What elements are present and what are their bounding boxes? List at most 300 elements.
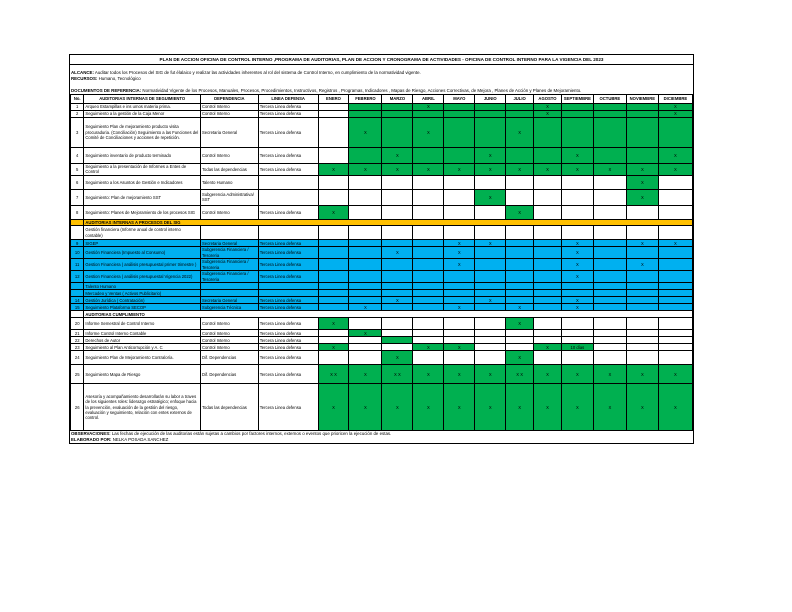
docs-line: DOCUMENTOS DE REFERENCIA: Normatividad Vigente de los Procesos, Manuales, Procesos, Procedimientos, Instructivos, Registros , Programas, Indicadores , Mapas de Riesgo, Acciones Correctivas, de Mejora , Planes de Acción y Planes de Mejoramiento. [71, 87, 582, 93]
table-row [71, 290, 693, 297]
month-cell [349, 205, 382, 219]
month-cell [349, 351, 382, 365]
dependencia: Subgerencia Financiera / Tesoreria [200, 247, 258, 259]
month-cell [561, 330, 593, 337]
month-cell [534, 259, 562, 271]
month-cell [413, 337, 444, 344]
header-num: No. [71, 94, 84, 103]
month-cell [658, 290, 692, 297]
month-cell: X [626, 365, 658, 384]
audit-name: Seguimiento inventario de producto terminado [84, 147, 201, 163]
row-number: 9 [71, 240, 84, 247]
month-cell [318, 103, 349, 110]
month-cell [561, 318, 593, 330]
row-number: 26 [71, 384, 84, 431]
month-cell [658, 351, 692, 365]
month-cell [593, 103, 626, 110]
audit-name: Informe Semestral de Control Interno [84, 318, 201, 330]
month-cell [475, 271, 506, 283]
month-cell [413, 175, 444, 189]
month-cell [382, 318, 413, 330]
month-cell [444, 290, 475, 297]
month-cell [658, 247, 692, 259]
month-cell: X [506, 318, 534, 330]
dependencia: Subgerencia Administrativa/ SST [200, 189, 258, 205]
dependencia: Control Interno [200, 330, 258, 337]
linea-defensa: Tercera Linea defensa [258, 365, 318, 384]
linea-defensa: Tercera Linea defensa [258, 304, 318, 311]
month-cell: X [382, 351, 413, 365]
month-cell [382, 283, 413, 290]
section-header-row [71, 311, 693, 318]
month-cell [534, 337, 562, 344]
audit-name: SIGEP [84, 240, 201, 247]
month-cell [534, 189, 562, 205]
month-cell: X [318, 318, 349, 330]
dependencia [200, 226, 258, 240]
dependencia: Control Interno [200, 318, 258, 330]
month-cell [593, 304, 626, 311]
month-cell: X X [318, 365, 349, 384]
month-cell: X [413, 365, 444, 384]
month-cell [475, 259, 506, 271]
month-cell: X [349, 117, 382, 147]
linea-defensa [258, 226, 318, 240]
dependencia: Control Interno [200, 205, 258, 219]
month-cell: X [561, 365, 593, 384]
page-title: PLAN DE ACCION OFICINA DE CONTROL INTERNO ,PROGRAMA DE AUDITORIAS, PLAN DE ACCION Y CRONOGRAMA DE ACTIVIDADES - OFICINA DE CONTROL INTERNO PARA LA VIGENCIA DEL 2023 [70, 55, 693, 65]
month-cell [382, 103, 413, 110]
row-number [71, 290, 84, 297]
month-cell: X [349, 304, 382, 311]
month-cell [626, 290, 658, 297]
month-cell [444, 271, 475, 283]
table-row [71, 271, 693, 283]
month-cell: X [626, 259, 658, 271]
month-cell [318, 283, 349, 290]
month-cell [444, 175, 475, 189]
month-cell [444, 103, 475, 110]
month-cell: X [475, 147, 506, 163]
linea-defensa: Tercera Linea defensa [258, 344, 318, 351]
linea-defensa: Tercera Linea defensa [258, 103, 318, 110]
month-cell [506, 189, 534, 205]
header-month: AGOSTO [534, 94, 562, 103]
row-number: 2 [71, 110, 84, 117]
month-cell [626, 271, 658, 283]
month-cell [413, 297, 444, 304]
month-cell [349, 189, 382, 205]
month-cell [444, 110, 475, 117]
month-cell: X [444, 365, 475, 384]
alcance-text: Auditar todos los Procesos del SIG de fut élalaico y realizar las actividades inherentes al rol del sistema de Control Interno, en cumplimiento de la normatividad vigente. [94, 70, 421, 75]
linea-defensa: Tercera Linea defensa [258, 384, 318, 431]
month-cell [593, 110, 626, 117]
month-cell: X [561, 247, 593, 259]
header-month: OCTUBRE [593, 94, 626, 103]
month-cell [475, 226, 506, 240]
month-cell [506, 110, 534, 117]
table-row [71, 110, 693, 117]
month-cell [534, 226, 562, 240]
month-cell [534, 297, 562, 304]
month-cell [444, 351, 475, 365]
month-cell: X [475, 297, 506, 304]
month-cell: X [413, 103, 444, 110]
month-cell [349, 147, 382, 163]
month-cell [561, 189, 593, 205]
month-cell [658, 283, 692, 290]
month-cell: X [506, 117, 534, 147]
month-cell [534, 283, 562, 290]
month-cell [534, 351, 562, 365]
month-cell [506, 271, 534, 283]
month-cell [593, 247, 626, 259]
dependencia: Todas las dependencias [200, 384, 258, 431]
month-cell [382, 330, 413, 337]
row-number: 8 [71, 205, 84, 219]
row-number: 25 [71, 365, 84, 384]
month-cell: X [382, 297, 413, 304]
month-cell: X [444, 304, 475, 311]
month-cell [593, 344, 626, 351]
linea-defensa: Tercera Linea defensa [258, 110, 318, 117]
linea-defensa [258, 283, 318, 290]
month-cell [593, 117, 626, 147]
table-row [71, 117, 693, 147]
month-cell [318, 290, 349, 297]
table-row [71, 365, 693, 384]
month-cell [626, 318, 658, 330]
month-cell [506, 290, 534, 297]
dependencia: Subgerencia Financiera / Tesoreria [200, 259, 258, 271]
linea-defensa: Tercera Linea defensa [258, 318, 318, 330]
month-cell [658, 337, 692, 344]
header-month: SEPTIEMBRE [561, 94, 593, 103]
month-cell [318, 271, 349, 283]
month-cell [349, 290, 382, 297]
row-number: 11 [71, 259, 84, 271]
month-cell [318, 247, 349, 259]
month-cell: X [506, 351, 534, 365]
linea-defensa: Tercera Linea defensa [258, 147, 318, 163]
month-cell [444, 318, 475, 330]
month-cell [593, 283, 626, 290]
month-cell [593, 337, 626, 344]
dependencia: Secretaria General [200, 117, 258, 147]
header-month: NOVIEMBRE [626, 94, 658, 103]
month-cell [475, 175, 506, 189]
month-cell [444, 189, 475, 205]
month-cell [626, 283, 658, 290]
dependencia [200, 283, 258, 290]
dependencia: Subgerencia Financiera / Tesoreria [200, 271, 258, 283]
section-label: AUDITORIAS INTERNAS A PROCESOS DEL SIG [84, 219, 693, 225]
month-cell [382, 344, 413, 351]
month-cell: X [413, 344, 444, 351]
month-cell: X [475, 163, 506, 175]
month-cell [318, 110, 349, 117]
row-number: 7 [71, 189, 84, 205]
month-cell [626, 147, 658, 163]
month-cell: X [318, 344, 349, 351]
audit-name: Seguimiento: Plan de mejoramiento SST [84, 189, 201, 205]
month-cell [349, 247, 382, 259]
table-row [71, 240, 693, 247]
month-cell: X [349, 384, 382, 431]
month-cell [413, 318, 444, 330]
linea-defensa: Tercera Linea defensa [258, 297, 318, 304]
month-cell [561, 205, 593, 219]
header-dep: DEPENDENCIA [200, 94, 258, 103]
month-cell [658, 205, 692, 219]
month-cell [593, 147, 626, 163]
linea-defensa: Tercera Linea defensa [258, 163, 318, 175]
month-cell [318, 304, 349, 311]
month-cell [626, 110, 658, 117]
month-cell [506, 175, 534, 189]
month-cell [318, 175, 349, 189]
month-cell [506, 344, 534, 351]
month-cell [413, 283, 444, 290]
dependencia: Dif. Dependencias [200, 351, 258, 365]
month-cell [658, 226, 692, 240]
month-cell: X [382, 147, 413, 163]
month-cell: X [561, 147, 593, 163]
month-cell: X [534, 344, 562, 351]
table-row [71, 297, 693, 304]
month-cell: X [626, 384, 658, 431]
month-cell: X [506, 304, 534, 311]
month-cell: X [382, 384, 413, 431]
month-cell: X [318, 205, 349, 219]
month-cell [534, 147, 562, 163]
row-number: 1 [71, 103, 84, 110]
row-number: 21 [71, 330, 84, 337]
month-cell [593, 175, 626, 189]
table-row [71, 351, 693, 365]
audit-name: Arqueo Estampillas e ins umos materia prima. [84, 103, 201, 110]
table-row [71, 304, 693, 311]
month-cell [475, 344, 506, 351]
month-cell [593, 226, 626, 240]
dependencia: Control Interno [200, 110, 258, 117]
month-cell [506, 103, 534, 110]
month-cell [475, 351, 506, 365]
month-cell [534, 304, 562, 311]
month-cell: X [561, 297, 593, 304]
month-cell [593, 205, 626, 219]
month-cell [658, 304, 692, 311]
table-row [71, 259, 693, 271]
month-cell [475, 337, 506, 344]
month-cell: X [561, 259, 593, 271]
month-cell [382, 290, 413, 297]
observaciones-text: Las fechas de ejecución de las auditorias están sujetas a cambios por factores internos, externos o eventos que prioricen la ejecución de estas. [111, 431, 392, 437]
month-cell: X [506, 163, 534, 175]
month-cell [349, 259, 382, 271]
month-cell [349, 110, 382, 117]
month-cell [475, 103, 506, 110]
row-number: 5 [71, 163, 84, 175]
row-number: 3 [71, 117, 84, 147]
month-cell [475, 330, 506, 337]
month-cell [475, 110, 506, 117]
month-cell [658, 344, 692, 351]
month-cell: X [382, 247, 413, 259]
audit-name: Informe Control Interno Contable [84, 330, 201, 337]
month-cell [318, 226, 349, 240]
month-cell [318, 240, 349, 247]
month-cell [413, 351, 444, 365]
header-row [71, 94, 693, 103]
month-cell [534, 330, 562, 337]
month-cell [475, 304, 506, 311]
month-cell [593, 330, 626, 337]
linea-defensa: Tercera Linea defensa [258, 205, 318, 219]
month-cell: X [561, 163, 593, 175]
month-cell [413, 110, 444, 117]
header-month: MARZO [382, 94, 413, 103]
row-number: 12 [71, 271, 84, 283]
linea-defensa: Tercera Linea defensa [258, 117, 318, 147]
table-row [71, 175, 693, 189]
month-cell [382, 117, 413, 147]
month-cell: X [475, 384, 506, 431]
month-cell [534, 271, 562, 283]
audit-name: Seguimiento a los Asuntos de Gestión e Indicadores [84, 175, 201, 189]
observaciones-line: OBSERVACIONES: Las fechas de ejecución de las auditorias están sujetas a cambios por factores internos, externos o eventos que prioricen la ejecución de estas. [71, 431, 392, 437]
month-cell: X [658, 103, 692, 110]
month-cell [444, 205, 475, 219]
dependencia: Secretaria General [200, 240, 258, 247]
table-row [71, 247, 693, 259]
month-cell: X [475, 365, 506, 384]
dependencia: Control Interno [200, 344, 258, 351]
month-cell [561, 226, 593, 240]
header-month: DICIEMBRE [658, 94, 692, 103]
audit-name: Gestión Jurídica ( Contratación) [84, 297, 201, 304]
month-cell: X [413, 384, 444, 431]
month-cell [382, 259, 413, 271]
table-row [71, 147, 693, 163]
month-cell: X [534, 163, 562, 175]
month-cell [658, 259, 692, 271]
dependencia: Subgerencia Técnica [200, 304, 258, 311]
month-cell [444, 147, 475, 163]
month-cell [444, 297, 475, 304]
linea-defensa: Tercera Linea defensa [258, 247, 318, 259]
month-cell [349, 337, 382, 344]
month-cell [506, 330, 534, 337]
month-cell: X [534, 365, 562, 384]
month-cell [658, 189, 692, 205]
month-cell [561, 175, 593, 189]
month-cell [413, 240, 444, 247]
table-row [71, 226, 693, 240]
month-cell [382, 110, 413, 117]
month-cell [318, 147, 349, 163]
audit-name: Asesoría y acompañamiento desarrollarán su labor a traves de los siguientes roles: liderazgo estratégico; enfoque hacia la prevención, evaluación de la gestión del riesgo, evaluación y seguimiento, relación con entes externos de control. [84, 384, 201, 431]
month-cell: 10 días [561, 344, 593, 351]
month-cell [444, 330, 475, 337]
audit-name: Seguimiento Plan de mejoramiento producto visita procuraduria. (Conciliación) Seguimiento a las Funciones del Comité de Conciliaciones y acciones de repetición. [84, 117, 201, 147]
recursos-text: Humano, Tecnológico [98, 76, 141, 82]
month-cell [413, 205, 444, 219]
header-linea: LINEA DEFENSA [258, 94, 318, 103]
month-cell [318, 189, 349, 205]
linea-defensa [258, 189, 318, 205]
month-cell: X X [382, 365, 413, 384]
month-cell [593, 297, 626, 304]
month-cell [506, 247, 534, 259]
month-cell [593, 290, 626, 297]
month-cell [626, 337, 658, 344]
month-cell [506, 297, 534, 304]
month-cell: X [626, 240, 658, 247]
month-cell [444, 226, 475, 240]
month-cell [593, 271, 626, 283]
audit-name: Gestión Financiera (Impuesto al Consumo) [84, 247, 201, 259]
month-cell: X [561, 271, 593, 283]
month-cell [626, 297, 658, 304]
month-cell [349, 297, 382, 304]
linea-defensa [258, 290, 318, 297]
header-month: JUNIO [475, 94, 506, 103]
audit-name: Mercadeo y Ventas ( Activos Publicitario) [84, 290, 201, 297]
month-cell [561, 117, 593, 147]
month-cell [349, 103, 382, 110]
month-cell: X [561, 240, 593, 247]
month-cell [626, 351, 658, 365]
month-cell: X [506, 205, 534, 219]
elaborado-line: ELABORADO POR: NELKA POSADA SANCHEZ [71, 437, 169, 443]
month-cell [593, 259, 626, 271]
alcance-line: ALCANCE: Auditar todos los Procesos del SIG de fut élalaico y realizar las actividades inherentes al rol del sistema de Control Interno, en cumplimiento de la normatividad vigente. [71, 70, 421, 75]
month-cell [475, 117, 506, 147]
month-cell: X [318, 163, 349, 175]
month-cell [413, 189, 444, 205]
month-cell: X [506, 384, 534, 431]
linea-defensa: Tercera Linea defensa [258, 337, 318, 344]
month-cell [506, 337, 534, 344]
dependencia: Control Interno [200, 337, 258, 344]
month-cell: X [413, 163, 444, 175]
month-cell [506, 283, 534, 290]
month-cell [318, 330, 349, 337]
dependencia: Dif. Dependencias [200, 365, 258, 384]
month-cell: X [413, 117, 444, 147]
month-cell [318, 351, 349, 365]
month-cell [561, 283, 593, 290]
row-number: 4 [71, 147, 84, 163]
month-cell: X [626, 189, 658, 205]
month-cell [534, 175, 562, 189]
table-row [71, 205, 693, 219]
audit-name: Talento Humano [84, 283, 201, 290]
row-number: 24 [71, 351, 84, 365]
month-cell: X [626, 175, 658, 189]
month-cell [413, 259, 444, 271]
month-cell: X [593, 365, 626, 384]
month-cell [382, 240, 413, 247]
month-cell [444, 283, 475, 290]
month-cell [626, 226, 658, 240]
month-cell [506, 147, 534, 163]
header-audit: AUDITORIAS INTERNAS DE SEGUIMIENTO [84, 94, 201, 103]
audit-name: Seguimiento a la presentación de Informes a Entes de Control [84, 163, 201, 175]
month-cell: X [561, 384, 593, 431]
